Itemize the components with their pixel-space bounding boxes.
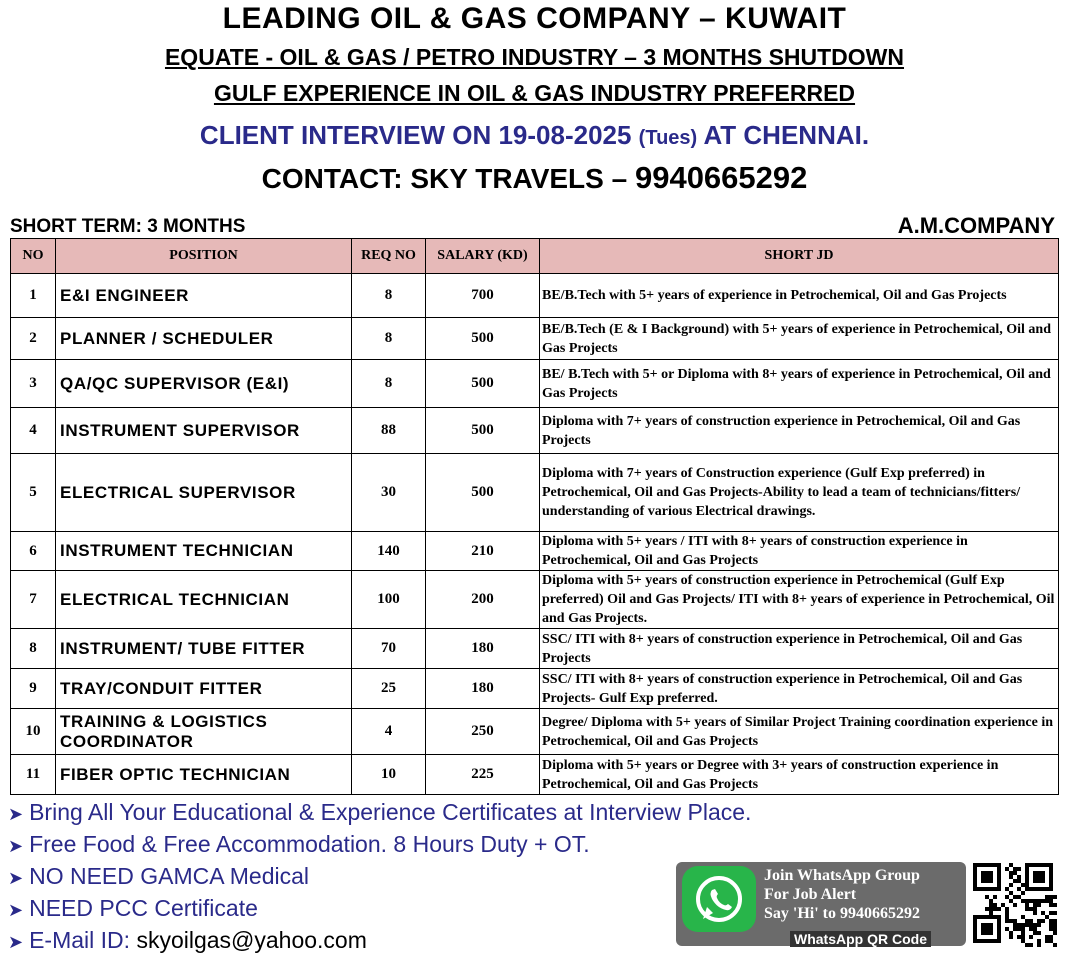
subtitle-industry: EQUATE - OIL & GAS / PETRO INDUSTRY – 3 MONTHS SHUTDOWN	[164, 44, 905, 70]
interview-info	[0, 120, 1069, 151]
table-row	[11, 629, 1059, 669]
col-no-header: NO	[11, 239, 56, 274]
whatsapp-qr-label: WhatsApp QR Code	[790, 931, 931, 947]
col-jd-header: SHORT JD	[540, 239, 1059, 274]
cell-no: 11	[11, 755, 56, 795]
arrow-icon: ➤	[8, 868, 24, 888]
subtitle-experience: GULF EXPERIENCE IN OIL & GAS INDUSTRY PREFERRED	[213, 80, 856, 106]
company-name: A.M.COMPANY	[897, 213, 1055, 238]
cell-salary: 210	[426, 532, 540, 571]
cell-no: 3	[11, 360, 56, 408]
whatsapp-icon	[682, 866, 756, 932]
cell-jd: BE/ B.Tech with 5+ or Diploma with 8+ years of experience in Petrochemical, Oil and Gas Projects	[540, 360, 1059, 408]
cell-req: 140	[352, 532, 426, 571]
cell-no: 2	[11, 318, 56, 360]
table-row	[11, 755, 1059, 795]
cell-req: 100	[352, 571, 426, 629]
interview-post: AT CHENNAI.	[697, 120, 870, 150]
interview-day: (Tues)	[638, 127, 698, 149]
cell-position: ELECTRICAL SUPERVISOR	[56, 454, 352, 532]
col-req-header: REQ NO	[352, 239, 426, 274]
whatsapp-text	[764, 866, 964, 923]
arrow-icon: ➤	[8, 932, 24, 952]
whatsapp-line3: Say 'Hi' to 9940665292	[764, 905, 921, 922]
cell-salary: 500	[426, 454, 540, 532]
contact-label: CONTACT: SKY TRAVELS –	[261, 163, 635, 194]
col-position-header: POSITION	[56, 239, 352, 274]
short-term-label: SHORT TERM: 3 MONTHS	[10, 216, 246, 237]
table-row	[11, 274, 1059, 318]
cell-req: 8	[352, 274, 426, 318]
col-salary-header: SALARY (KD)	[426, 239, 540, 274]
note-email	[8, 925, 751, 957]
email-label: E-Mail ID:	[29, 927, 137, 953]
note-text: Free Food & Free Accommodation. 8 Hours Duty + OT.	[29, 831, 590, 857]
qr-code-icon[interactable]	[972, 862, 1058, 948]
cell-no: 5	[11, 454, 56, 532]
table-header-row	[11, 239, 1059, 274]
table-row	[11, 571, 1059, 629]
cell-jd: Degree/ Diploma with 5+ years of Similar Project Training coordination experience in Petrochemical, Oil and Gas Projects	[540, 709, 1059, 755]
cell-no: 6	[11, 532, 56, 571]
whatsapp-line1: Join WhatsApp Group	[764, 867, 920, 884]
table-row	[11, 454, 1059, 532]
cell-salary: 500	[426, 408, 540, 454]
cell-jd: Diploma with 7+ years of construction experience in Petrochemical, Oil and Gas Projects	[540, 408, 1059, 454]
note-text: Bring All Your Educational & Experience Certificates at Interview Place.	[29, 799, 752, 825]
cell-no: 1	[11, 274, 56, 318]
cell-salary: 180	[426, 629, 540, 669]
cell-jd: SSC/ ITI with 8+ years of construction experience in Petrochemical, Oil and Gas Projects	[540, 629, 1059, 669]
cell-req: 88	[352, 408, 426, 454]
note-food	[8, 829, 751, 861]
cell-jd: Diploma with 5+ years / ITI with 8+ years of construction experience in Petrochemical, Oil and Gas Projects	[540, 532, 1059, 571]
cell-position: INSTRUMENT/ TUBE FITTER	[56, 629, 352, 669]
cell-no: 7	[11, 571, 56, 629]
note-text: NEED PCC Certificate	[29, 895, 258, 921]
cell-req: 30	[352, 454, 426, 532]
email-link[interactable]: skyoilgas@yahoo.com	[136, 927, 367, 953]
table-row	[11, 669, 1059, 709]
cell-no: 10	[11, 709, 56, 755]
cell-salary: 250	[426, 709, 540, 755]
cell-jd: Diploma with 5+ years or Degree with 3+ years of construction experience in Petrochemical, Oil and Gas Projects	[540, 755, 1059, 795]
cell-salary: 225	[426, 755, 540, 795]
jobs-table	[10, 238, 1059, 795]
table-row	[11, 318, 1059, 360]
cell-req: 10	[352, 755, 426, 795]
cell-position: PLANNER / SCHEDULER	[56, 318, 352, 360]
cell-jd: Diploma with 5+ years of construction experience in Petrochemical (Gulf Exp preferred) Oil and Gas Projects/ ITI with 8+ years of experience in Petrochemical, Oil and Gas Projects.	[540, 571, 1059, 629]
table-row	[11, 532, 1059, 571]
page-title: LEADING OIL & GAS COMPANY – KUWAIT	[222, 2, 847, 35]
notes-list	[8, 797, 751, 957]
note-gamca	[8, 861, 751, 893]
cell-no: 8	[11, 629, 56, 669]
note-certificates	[8, 797, 751, 829]
cell-req: 25	[352, 669, 426, 709]
table-row	[11, 709, 1059, 755]
cell-salary: 700	[426, 274, 540, 318]
cell-jd: SSC/ ITI with 8+ years of construction experience in Petrochemical, Oil and Gas Projects- Gulf Exp preferred.	[540, 669, 1059, 709]
table-row	[11, 408, 1059, 454]
cell-req: 8	[352, 360, 426, 408]
cell-position: ELECTRICAL TECHNICIAN	[56, 571, 352, 629]
arrow-icon: ➤	[8, 900, 24, 920]
cell-position: TRAINING & LOGISTICS COORDINATOR	[56, 709, 352, 755]
cell-position: FIBER OPTIC TECHNICIAN	[56, 755, 352, 795]
cell-position: E&I ENGINEER	[56, 274, 352, 318]
cell-no: 9	[11, 669, 56, 709]
arrow-icon: ➤	[8, 804, 24, 824]
cell-jd: Diploma with 7+ years of Construction experience (Gulf Exp preferred) in Petrochemical, Oil and Gas Projects-Ability to lead a team of technicians/fitters/ understanding of various Electrical drawings.	[540, 454, 1059, 532]
contact-info	[0, 160, 1069, 196]
cell-jd: BE/B.Tech (E & I Background) with 5+ years of experience in Petrochemical, Oil and Gas Projects	[540, 318, 1059, 360]
cell-no: 4	[11, 408, 56, 454]
cell-salary: 500	[426, 318, 540, 360]
cell-position: INSTRUMENT TECHNICIAN	[56, 532, 352, 571]
arrow-icon: ➤	[8, 836, 24, 856]
cell-jd: BE/B.Tech with 5+ years of experience in Petrochemical, Oil and Gas Projects	[540, 274, 1059, 318]
cell-req: 4	[352, 709, 426, 755]
cell-salary: 200	[426, 571, 540, 629]
note-pcc	[8, 893, 751, 925]
cell-req: 8	[352, 318, 426, 360]
cell-position: QA/QC SUPERVISOR (E&I)	[56, 360, 352, 408]
contact-phone: 9940665292	[634, 160, 808, 195]
whatsapp-line2: For Job Alert	[764, 886, 857, 903]
cell-req: 70	[352, 629, 426, 669]
note-text: NO NEED GAMCA Medical	[29, 863, 309, 889]
cell-salary: 180	[426, 669, 540, 709]
table-row	[11, 360, 1059, 408]
cell-salary: 500	[426, 360, 540, 408]
cell-position: INSTRUMENT SUPERVISOR	[56, 408, 352, 454]
interview-pre: CLIENT INTERVIEW ON 19-08-2025	[199, 120, 639, 150]
cell-position: TRAY/CONDUIT FITTER	[56, 669, 352, 709]
